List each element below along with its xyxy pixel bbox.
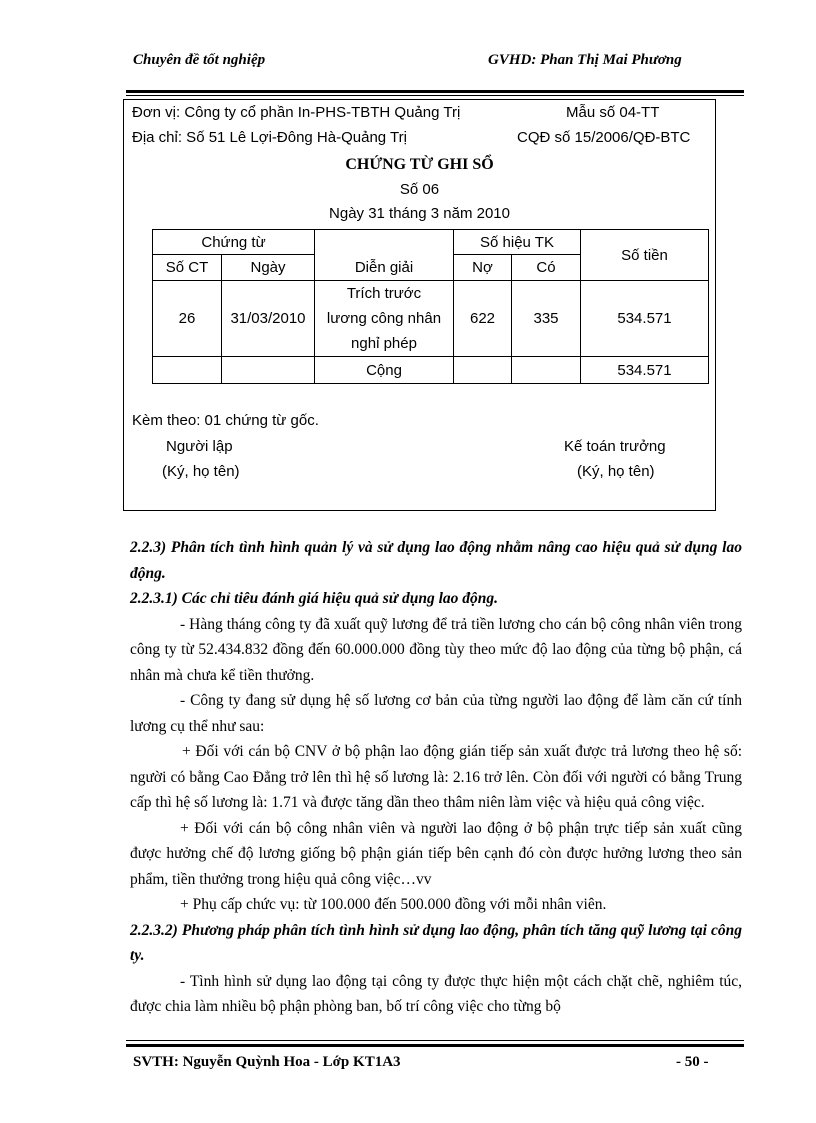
paragraph-allowance: + Phụ cấp chức vụ: từ 100.000 đến 500.000 đồng với mỗi nhân viên. (180, 896, 607, 913)
col-header-date: Ngày (222, 255, 315, 281)
voucher-table (152, 229, 709, 384)
voucher-decision: CQĐ số 15/2006/QĐ-BTC (517, 129, 691, 146)
voucher-title: CHỨNG TỪ GHI SỔ (345, 156, 494, 173)
total-row (153, 357, 709, 384)
col-header-number: Số CT (153, 255, 222, 281)
footer-rule-thin (126, 1040, 744, 1041)
heading-2-2-3-1: 2.2.3.1) Các chỉ tiêu đánh giá hiệu quả sử dụng lao động. (130, 590, 499, 607)
col-header-credit: Có (512, 255, 581, 281)
header-rule-thin (126, 95, 744, 96)
main-text (130, 535, 742, 1020)
voucher-date: Ngày 31 tháng 3 năm 2010 (329, 205, 510, 222)
table-row (153, 281, 709, 357)
cell-description (315, 281, 454, 357)
cell-credit: 335 (512, 281, 581, 357)
preparer-sign: (Ký, họ tên) (162, 463, 240, 480)
header-right: GVHD: Phan Thị Mai Phương (488, 52, 682, 68)
cell-amount: 534.571 (581, 281, 709, 357)
paragraph-salary-fund: - Hàng tháng công ty đã xuất quỹ lương để trả tiền lương cho cán bộ công nhân viên trong công ty từ 52.434.832 đồng đến 60.000.000 đồng tùy theo mức độ lao động của từng bộ phận, cá nhân mà chưa kể tiền thưởng. (130, 615, 742, 684)
description-line: nghỉ phép (351, 335, 417, 352)
empty-cell (222, 357, 315, 384)
paragraph-indirect-staff: + Đối với cán bộ CNV ở bộ phận lao động gián tiếp sản xuất được trả lương theo hệ số: người có bằng Cao Đẳng trở lên thì hệ số lương là: 2.16 trở lên. Còn đối với người có bằng Trung cấp thì hệ số lương là: 1.71 và được tăng dần theo thâm niên làm việc và hiệu quả công việc. (130, 743, 742, 811)
description-line: Trích trước (346, 285, 422, 302)
col-header-voucher: Chứng từ (153, 230, 315, 255)
chief-accountant-sign: (Ký, họ tên) (577, 463, 655, 480)
header-left: Chuyên đề tốt nghiệp (133, 52, 266, 68)
voucher-unit: Đơn vị: Công ty cổ phần In-PHS-TBTH Quảng Trị (132, 104, 461, 121)
total-label: Cộng (315, 357, 454, 384)
total-amount: 534.571 (581, 357, 709, 384)
cell-debit: 622 (454, 281, 512, 357)
col-header-amount: Số tiền (581, 230, 709, 281)
footer-left: SVTH: Nguyễn Quỳnh Hoa - Lớp KT1A3 (133, 1054, 401, 1070)
voucher-address: Địa chỉ: Số 51 Lê Lợi-Đông Hà-Quảng Trị (132, 129, 407, 146)
empty-cell (512, 357, 581, 384)
voucher-form-no: Mẫu số 04-TT (566, 104, 660, 121)
col-header-account: Số hiệu TK (454, 230, 581, 255)
heading-2-2-3-2: 2.2.3.2) Phương pháp phân tích tình hình sử dụng lao động, phân tích tăng quỹ lương tại công ty. (130, 921, 742, 964)
paragraph-coefficient: - Công ty đang sử dụng hệ số lương cơ bản của từng người lao động để làm căn cứ tính lương cụ thể như sau: (130, 692, 742, 735)
header-rule (126, 90, 744, 93)
paragraph-labor-usage: - Tình hình sử dụng lao động tại công ty được thực hiện một cách chặt chẽ, nghiêm túc, được chia làm nhiều bộ phận phòng ban, bố trí công việc cho từng bộ (130, 972, 742, 1015)
voucher-attached: Kèm theo: 01 chứng từ gốc. (132, 412, 319, 429)
chief-accountant-label: Kế toán trưởng (564, 438, 666, 455)
empty-cell (454, 357, 512, 384)
col-header-description: Diễn giải (315, 230, 454, 281)
page-number: - 50 - (676, 1054, 709, 1070)
paragraph-direct-staff: + Đối với cán bộ công nhân viên và người lao động ở bộ phận trực tiếp sản xuất cũng được hưởng chế độ lương giống bộ phận gián tiếp bên cạnh đó còn được hưởng lương theo sản phẩm, tiền thưởng trong hiệu quả công việc…vv (130, 819, 742, 888)
col-header-debit: Nợ (454, 255, 512, 281)
description-line: lương công nhân (326, 310, 442, 327)
empty-cell (153, 357, 222, 384)
preparer-label: Người lập (166, 438, 233, 455)
cell-date: 31/03/2010 (222, 281, 315, 357)
heading-2-2-3: 2.2.3) Phân tích tình hình quản lý và sử dụng lao động nhằm nâng cao hiệu quả sử dụng lao động. (130, 539, 742, 582)
footer-rule (126, 1044, 744, 1047)
voucher-number: Số 06 (399, 181, 440, 198)
cell-number: 26 (153, 281, 222, 357)
